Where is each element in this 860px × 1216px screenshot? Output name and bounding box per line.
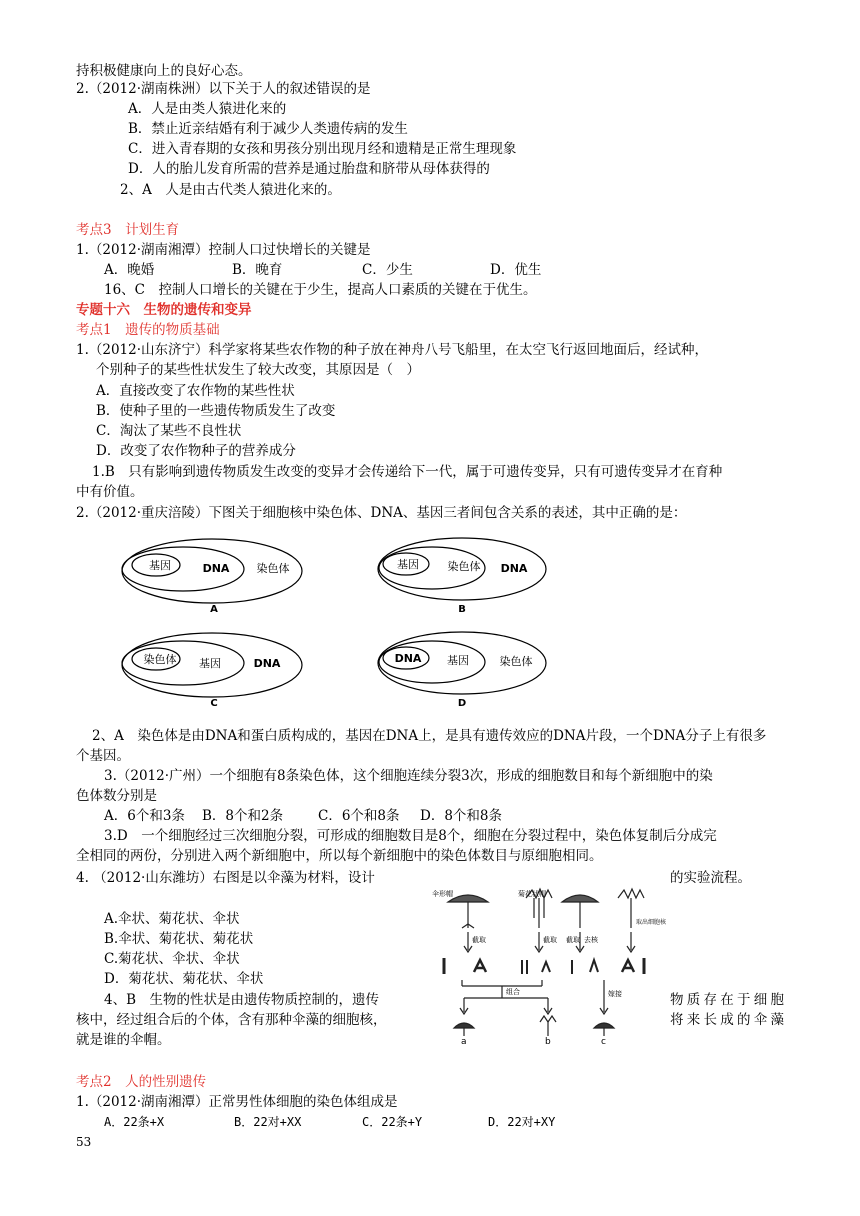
venn-d-outer: 染色体 <box>499 655 533 668</box>
question-4-tail: 的实验流程。 <box>670 870 751 886</box>
option-d: D．菊花状、菊花状、伞状 <box>104 971 264 987</box>
option-b: B．8个和2条 <box>202 808 284 824</box>
option-d: D．22对+XY <box>488 1115 556 1129</box>
result-label-b: b <box>545 1037 551 1044</box>
option-b: B．使种子里的一些遗传物质发生了改变 <box>96 403 336 419</box>
acetabularia-experiment-figure <box>422 884 668 1044</box>
venn-c <box>122 633 302 709</box>
combine-label: 组合 <box>506 988 520 996</box>
answer-16: 16、C 控制人口增长的关键在于少生，提高人口素质的关键在于优生。 <box>104 282 537 298</box>
question-3-cont: 色体数分别是 <box>76 788 157 804</box>
venn-d <box>378 632 546 709</box>
answer-2: 2、A 人是由古代类人猿进化来的。 <box>120 182 341 198</box>
text-line: 持积极健康向上的良好心态。 <box>76 63 252 79</box>
op-label-5: 取出细胞核 <box>636 919 667 926</box>
option-b: B．禁止近亲结婚有利于减少人类遗传病的发生 <box>128 121 408 137</box>
option-b: B．22对+XX <box>234 1115 302 1129</box>
option-a: A．6个和3条 <box>104 808 185 824</box>
umbrella-cap-icon <box>448 895 488 902</box>
option-d: D．优生 <box>490 262 542 278</box>
venn-d-letter: D <box>457 698 467 709</box>
result-label-c: c <box>601 1037 606 1044</box>
graft-label: 嫁接 <box>608 990 622 998</box>
op-label-4: 去核 <box>584 936 598 944</box>
option-a: A.伞状、菊花状、伞状 <box>104 911 240 927</box>
question-4: 4. （2012·山东潍坊）右图是以伞藻为材料，设计 <box>76 870 375 886</box>
answer-4-cont: 核中，经过组合后的个体，含有那种伞藻的细胞核， <box>76 1012 387 1028</box>
section-heading: 考点1 遗传的物质基础 <box>76 322 220 338</box>
answer-2: 2、A 染色体是由DNA和蛋白质构成的，基因在DNA上，是具有遗传效应的DNA片段，一个DNA分子上有很多 <box>92 728 767 744</box>
answer-3: 3.D 一个细胞经过三次细胞分裂，可形成的细胞数目是8个，细胞在分裂过程中，染色体复制后分成完 <box>104 828 717 844</box>
venn-b <box>378 538 546 615</box>
answer-4-end: 就是谁的伞帽。 <box>76 1032 171 1048</box>
answer-1: 1.B 只有影响到遗传物质发生改变的变异才会传递给下一代，属于可遗传变异，只有可遗传变异才在育种 <box>92 464 723 480</box>
option-a: A．22条+X <box>104 1115 165 1129</box>
topic-heading: 专题十六 生物的遗传和变异 <box>76 302 252 318</box>
question-3: 3.（2012·广州）一个细胞有8条染色体，这个细胞连续分裂3次，形成的细胞数目和每个新细胞中的染 <box>104 768 713 784</box>
top-label-2: 菊花状帽 <box>518 890 546 898</box>
page-number: 53 <box>76 1135 92 1149</box>
option-c: C．淘汰了某些不良性状 <box>96 423 242 439</box>
result-label-a: a <box>461 1037 467 1044</box>
option-c: C．6个和8条 <box>318 808 400 824</box>
answer-3-cont: 全相同的两份，分别进入两个新细胞中，所以每个新细胞中的染色体数目与原细胞相同。 <box>76 848 603 864</box>
option-c: C．少生 <box>362 262 413 278</box>
answer-2-cont: 个基因。 <box>76 748 130 764</box>
option-a: A．晚婚 <box>104 262 155 278</box>
section-heading: 考点3 计划生育 <box>76 222 180 238</box>
venn-c-middle: 基因 <box>199 657 221 670</box>
venn-b-outer: DNA <box>500 562 528 575</box>
venn-b-letter: B <box>458 604 466 615</box>
option-b: B.伞状、菊花状、菊花状 <box>104 931 254 947</box>
option-d: D．改变了农作物种子的营养成分 <box>96 443 296 459</box>
answer-4-right-cont: 将来长成的伞藻 <box>670 1012 784 1028</box>
venn-a-outer: 染色体 <box>256 562 290 575</box>
question-1: 1.（2012·湖南湘潭）正常男性体细胞的染色体组成是 <box>76 1094 398 1110</box>
venn-c-outer: DNA <box>253 657 281 670</box>
question-1-cont: 个别种子的某些性状发生了较大改变，其原因是（ ） <box>96 362 420 378</box>
question-2: 2.（2012·重庆涪陵）下图关于细胞核中染色体、DNA、基因三者间包含关系的表述，其中正确的是： <box>76 505 687 521</box>
answer-4-right: 物质存在于细胞 <box>670 992 784 1008</box>
venn-b-inner: 基因 <box>397 558 419 571</box>
answer-4: 4、B 生物的性状是由遗传物质控制的，遗传 <box>104 992 380 1008</box>
option-b: B．晚育 <box>232 262 283 278</box>
answer-1-cont: 中有价值。 <box>76 484 144 500</box>
question-2: 2.（2012·湖南株洲）以下关于人的叙述错误的是 <box>76 81 371 97</box>
op-label-2: 截取 <box>543 936 557 944</box>
venn-d-inner: DNA <box>394 652 422 665</box>
option-d: D．人的胎儿发育所需的营养是通过胎盘和脐带从母体获得的 <box>128 161 490 177</box>
venn-a-middle: DNA <box>202 562 230 575</box>
option-d: D．8个和8条 <box>420 808 503 824</box>
question-1: 1.（2012·山东济宁）科学家将某些农作物的种子放在神舟八号飞船里，在太空飞行返回地面后，经试种， <box>76 342 709 358</box>
venn-diagrams <box>120 536 560 716</box>
top-label-1: 伞形帽 <box>432 890 453 898</box>
section-heading: 考点2 人的性别遗传 <box>76 1074 207 1090</box>
option-a: A．人是由类人猿进化来的 <box>128 101 287 117</box>
venn-c-letter: C <box>210 698 218 709</box>
question-1: 1.（2012·湖南湘潭）控制人口过快增长的关键是 <box>76 242 371 258</box>
op-label-1: 截取 <box>472 936 486 944</box>
venn-b-middle: 染色体 <box>447 560 481 573</box>
venn-a <box>122 539 302 615</box>
op-label-3: 截取 <box>566 936 580 944</box>
venn-d-middle: 基因 <box>447 654 469 667</box>
option-c: C．进入青春期的女孩和男孩分别出现月经和遗精是正常生理现象 <box>128 141 517 157</box>
venn-a-letter: A <box>210 604 218 615</box>
option-c: C.菊花状、伞状、伞状 <box>104 951 240 967</box>
venn-a-inner: 基因 <box>149 559 171 572</box>
option-a: A．直接改变了农作物的某些性状 <box>96 383 295 399</box>
venn-c-inner: 染色体 <box>143 653 177 666</box>
option-c: C．22条+Y <box>362 1115 423 1129</box>
